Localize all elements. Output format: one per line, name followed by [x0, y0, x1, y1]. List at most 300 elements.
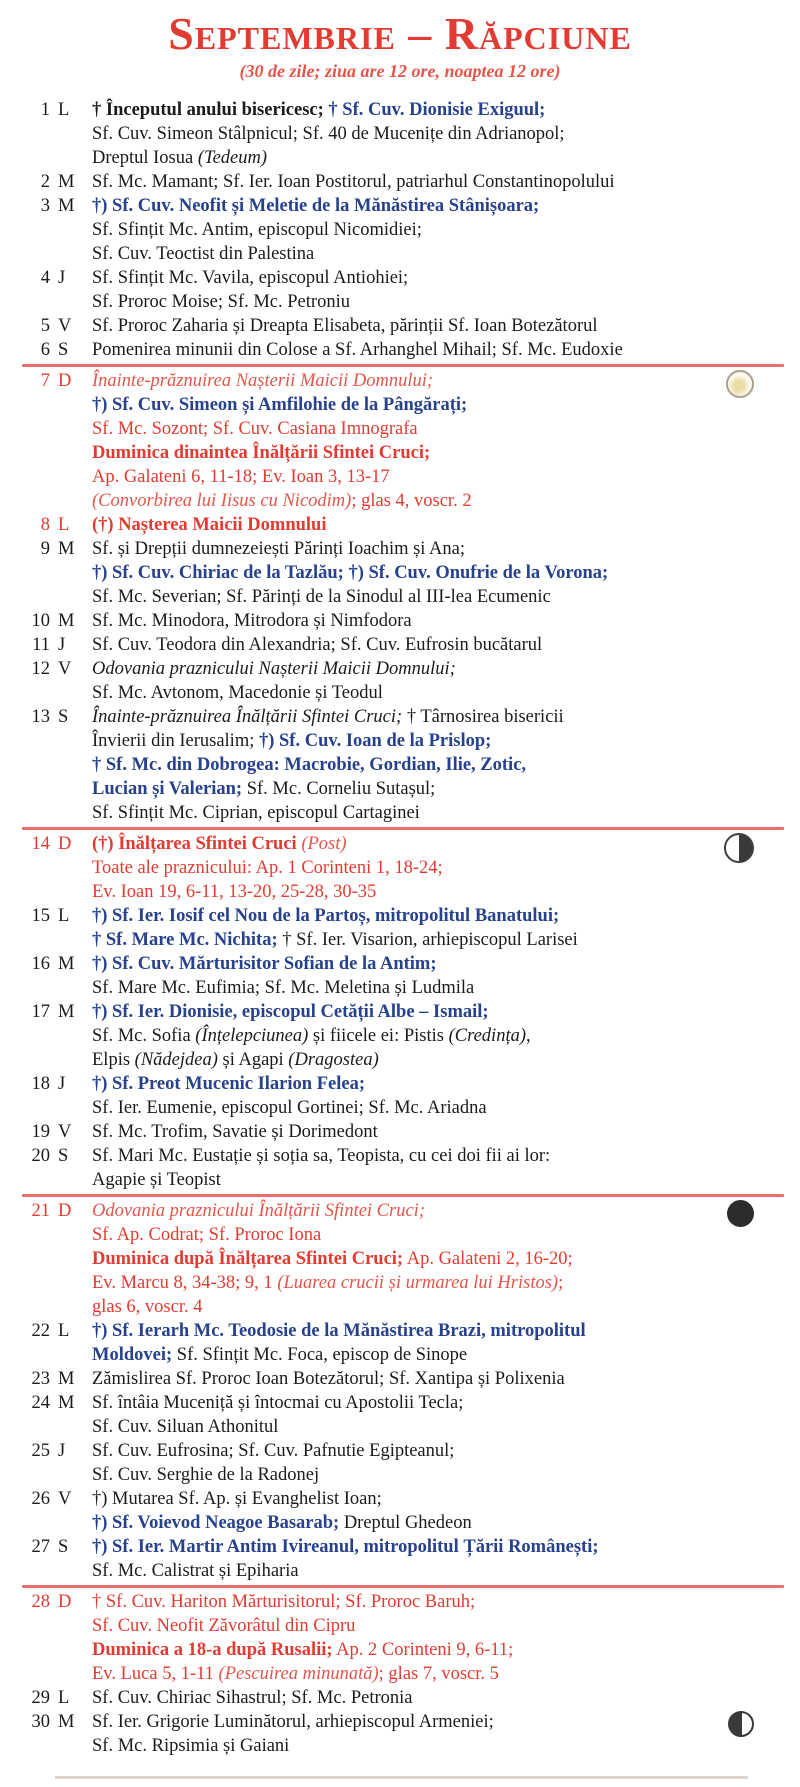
- day-row: [0, 609, 800, 633]
- calendar-line: [92, 393, 756, 417]
- calendar-line: [92, 609, 756, 633]
- calendar-line: [92, 1343, 756, 1367]
- day-number-label: [0, 1686, 92, 1710]
- calendar-text-segment: †) Sf. Cuv. Chiriac de la Tazlău; †) Sf. Cuv. Onufrie de la Vorona;: [92, 563, 609, 583]
- day-number: 15: [31, 906, 50, 926]
- calendar-text-segment: (Nădejdea): [134, 1050, 218, 1070]
- day-row: [0, 314, 800, 338]
- calendar-text-segment: ; glas 4, voscr. 2: [351, 491, 472, 511]
- calendar-text-segment: Lucian și Valerian;: [92, 779, 243, 799]
- calendar-text-segment: Sf. Cuv. Chiriac Sihastrul; Sf. Mc. Petronia: [92, 1688, 413, 1708]
- day-of-week-letter: M: [58, 1369, 75, 1389]
- calendar-line: [92, 1415, 756, 1439]
- day-row: [0, 1144, 800, 1192]
- calendar-text-segment: glas 6, voscr. 4: [92, 1297, 203, 1317]
- calendar-text-segment: Duminica dinaintea Înălțării Sfintei Cruci;: [92, 443, 431, 463]
- day-content: [92, 1391, 800, 1439]
- calendar-text-segment: †) Sf. Voievod Neagoe Basarab;: [92, 1513, 340, 1533]
- day-content: [92, 1590, 800, 1686]
- calendar-line: [92, 1391, 756, 1415]
- calendar-text-segment: (Convorbirea lui Iisus cu Nicodim): [92, 491, 352, 511]
- calendar-text-segment: Sf. Mari Mc. Eustație și soția sa, Teopista, cu cei doi fii ai lor:: [92, 1146, 551, 1166]
- day-content: [92, 1686, 800, 1710]
- sunday-separator-line: [22, 827, 784, 830]
- calendar-text-segment: Sf. Mc. Corneliu Sutașul;: [242, 779, 436, 799]
- day-of-week-letter: S: [58, 707, 69, 727]
- calendar-text-segment: Dreptul Ghedeon: [339, 1513, 472, 1533]
- day-content: [92, 537, 800, 609]
- day-number-label: [0, 1590, 92, 1614]
- day-number: 23: [31, 1369, 50, 1389]
- calendar-text-segment: (Credința): [448, 1026, 526, 1046]
- calendar-text-segment: Dreptul Iosua: [92, 148, 198, 168]
- sunday-separator-line: [22, 1194, 784, 1197]
- day-content: [92, 1535, 800, 1583]
- day-of-week-letter: M: [58, 1393, 75, 1413]
- calendar-text-segment: †) Sf. Ier. Dionisie, episcopul Cetății Albe – Ismail;: [92, 1002, 489, 1022]
- day-row: [0, 1535, 800, 1583]
- day-row: [0, 1439, 800, 1487]
- calendar-text-segment: Sf. Sfințit Mc. Vavila, episcopul Antiohiei;: [92, 268, 409, 288]
- day-number-label: [0, 513, 92, 537]
- calendar-text-segment: Ev. Ioan 19, 6-11, 13-20, 25-28, 30-35: [92, 882, 377, 902]
- calendar-line: [92, 1614, 756, 1638]
- calendar-line: [92, 832, 756, 856]
- day-row: [0, 705, 800, 825]
- calendar-text-segment: Ev. Marcu 8, 34-38; 9, 1: [92, 1273, 278, 1293]
- day-of-week-letter: S: [58, 1146, 69, 1166]
- calendar-line: [92, 1072, 756, 1096]
- day-row: [0, 98, 800, 170]
- calendar-text-segment: (Înțelepciunea): [195, 1026, 309, 1046]
- day-number-label: [0, 314, 92, 338]
- calendar-line: [92, 1144, 756, 1168]
- calendar-text-segment: Sf. Sfințit Mc. Foca, episcop de Sinope: [172, 1345, 468, 1365]
- day-number: 24: [31, 1393, 50, 1413]
- calendar-line: [92, 1590, 756, 1614]
- day-row: [0, 1319, 800, 1367]
- calendar-text-segment: Ap. Galateni 2, 16-20;: [403, 1249, 573, 1269]
- calendar-text-segment: †) Sf. Cuv. Neofit și Meletie de la Mănăstirea Stânișoara;: [92, 196, 540, 216]
- calendar-text-segment: Sf. Mare Mc. Eufimia; Sf. Mc. Meletina și Ludmila: [92, 978, 475, 998]
- calendar-text-segment: și fiicele ei: Pistis: [308, 1026, 449, 1046]
- calendar-line: [92, 441, 756, 465]
- day-row: [0, 338, 800, 362]
- calendar-text-segment: Sf. Mc. Trofim, Savatie și Dorimedont: [92, 1122, 378, 1142]
- calendar-text-segment: Sf. întâia Muceniță și întocmai cu Apostolii Tecla;: [92, 1393, 464, 1413]
- calendar-text-segment: Sf. Mc. Severian; Sf. Părinți de la Sinodul al III-lea Ecumenic: [92, 587, 551, 607]
- day-of-week-letter: M: [58, 1002, 75, 1022]
- day-number: 17: [31, 1002, 50, 1022]
- calendar-text-segment: ,: [526, 1026, 531, 1046]
- day-number-label: [0, 633, 92, 657]
- calendar-line: [92, 338, 756, 362]
- day-number-label: [0, 657, 92, 681]
- day-row: [0, 369, 800, 513]
- full-moon-icon: [726, 370, 754, 398]
- day-content: [92, 904, 800, 952]
- day-content: [92, 609, 800, 633]
- calendar-line: [92, 633, 756, 657]
- day-content: [92, 1367, 800, 1391]
- calendar-text-segment: Sf. Mc. Ripsimia și Gaiani: [92, 1736, 290, 1756]
- calendar-text-segment: †) Sf. Cuv. Mărturisitor Sofian de la Antim;: [92, 954, 437, 974]
- calendar-line: [92, 880, 756, 904]
- day-of-week-letter: L: [58, 1688, 70, 1708]
- day-number: 25: [31, 1441, 50, 1461]
- calendar-text-segment: †) Sf. Ierarh Mc. Teodosie de la Mănăstirea Brazi, mitropolitul: [92, 1321, 586, 1341]
- day-number: 10: [31, 611, 50, 631]
- day-row: [0, 1686, 800, 1710]
- day-row: [0, 1367, 800, 1391]
- calendar-line: [92, 1535, 756, 1559]
- last-quarter-moon-icon: [724, 833, 754, 863]
- calendar-text-segment: Moldovei;: [92, 1345, 173, 1365]
- calendar-text-segment: (Tedeum): [197, 148, 268, 168]
- day-number-label: [0, 338, 92, 362]
- day-content: [92, 1072, 800, 1120]
- calendar-line: [92, 417, 756, 441]
- day-of-week-letter: V: [58, 1489, 72, 1509]
- calendar-text-segment: Sf. Cuv. Teodora din Alexandria; Sf. Cuv. Eufrosin bucătarul: [92, 635, 543, 655]
- day-of-week-letter: D: [58, 1592, 72, 1612]
- calendar-text-segment: Ev. Luca 5, 1-11: [92, 1664, 219, 1684]
- day-content: [92, 369, 800, 513]
- day-content: [92, 1319, 800, 1367]
- day-number-label: [0, 705, 92, 729]
- calendar-line: [92, 561, 756, 585]
- day-content: [92, 338, 800, 362]
- day-number: 12: [31, 659, 50, 679]
- day-number: 27: [31, 1537, 50, 1557]
- calendar-line: [92, 753, 756, 777]
- calendar-text-segment: (†) Înălțarea Sfintei Cruci: [92, 834, 302, 854]
- calendar-line: [92, 1199, 756, 1223]
- day-row: [0, 633, 800, 657]
- calendar-line: [92, 729, 756, 753]
- calendar-text-segment: Înainte-prăznuirea Nașterii Maicii Domnului;: [92, 371, 434, 391]
- day-number: 30: [31, 1712, 50, 1732]
- day-of-week-letter: D: [58, 371, 72, 391]
- calendar-text-segment: Învierii din Ierusalim;: [92, 731, 259, 751]
- calendar-line: [92, 1168, 756, 1192]
- calendar-line: [92, 1120, 756, 1144]
- day-row: [0, 952, 800, 1000]
- calendar-line: [92, 170, 756, 194]
- day-content: [92, 633, 800, 657]
- calendar-line: [92, 1439, 756, 1463]
- calendar-line: [92, 657, 756, 681]
- calendar-line: [92, 1662, 756, 1686]
- calendar-page: [0, 10, 800, 1787]
- calendar-text-segment: Sf. Ier. Grigorie Luminătorul, arhiepiscopul Armeniei;: [92, 1712, 494, 1732]
- calendar-text-segment: Sf. Mc. Calistrat și Epiharia: [92, 1561, 299, 1581]
- calendar-text-segment: Elpis: [92, 1050, 135, 1070]
- day-row: [0, 1000, 800, 1072]
- calendar-text-segment: Sf. Sfințit Mc. Antim, episcopul Nicomidiei;: [92, 220, 422, 240]
- calendar-line: [92, 976, 756, 1000]
- calendar-line: [92, 1247, 756, 1271]
- day-content: [92, 952, 800, 1000]
- day-of-week-letter: J: [58, 1074, 66, 1094]
- day-content: [92, 98, 800, 170]
- calendar-line: [92, 1559, 756, 1583]
- calendar-line: [92, 194, 756, 218]
- calendar-text-segment: Sf. Mc. Minodora, Mitrodora și Nimfodora: [92, 611, 412, 631]
- day-content: [92, 266, 800, 314]
- day-of-week-letter: M: [58, 196, 75, 216]
- day-number: 6: [40, 340, 50, 360]
- calendar-line: [92, 537, 756, 561]
- calendar-text-segment: † Începutul anului bisericesc;: [92, 100, 324, 120]
- calendar-text-segment: Sf. Mc. Avtonom, Macedonie și Teodul: [92, 683, 383, 703]
- day-number-label: [0, 170, 92, 194]
- calendar-text-segment: Agapie și Teopist: [92, 1170, 221, 1190]
- day-number: 22: [31, 1321, 50, 1341]
- day-number: 11: [32, 635, 50, 655]
- day-content: [92, 1710, 800, 1758]
- day-number-label: [0, 609, 92, 633]
- calendar-line: [92, 513, 756, 537]
- calendar-line: [92, 122, 756, 146]
- day-number: 8: [40, 515, 50, 535]
- calendar-line: [92, 928, 756, 952]
- calendar-text-segment: Înainte-prăznuirea Înălțării Sfintei Cruci;: [92, 707, 403, 727]
- day-content: [92, 1000, 800, 1072]
- day-number-label: [0, 1144, 92, 1168]
- calendar-line: [92, 1367, 756, 1391]
- calendar-line: [92, 1319, 756, 1343]
- day-number: 4: [40, 268, 50, 288]
- calendar-text-segment: Sf. Mc. Sofia: [92, 1026, 196, 1046]
- calendar-line: [92, 1463, 756, 1487]
- day-of-week-letter: L: [58, 1321, 70, 1341]
- day-number-label: [0, 1319, 92, 1343]
- calendar-text-segment: Odovania praznicului Nașterii Maicii Domnului;: [92, 659, 456, 679]
- calendar-text-segment: † Sf. Cuv. Hariton Mărturisitorul; Sf. Proroc Baruh;: [92, 1592, 476, 1612]
- calendar-text-segment: Ap. 2 Corinteni 9, 6-11;: [332, 1640, 514, 1660]
- day-of-week-letter: J: [58, 635, 66, 655]
- calendar-text-segment: Sf. Cuv. Neofit Zăvorâtul din Cipru: [92, 1616, 356, 1636]
- day-row: [0, 266, 800, 314]
- calendar-text-segment: † Sf. Mc. din Dobrogea: Macrobie, Gordian, Ilie, Zotic,: [92, 755, 527, 775]
- day-of-week-letter: M: [58, 954, 75, 974]
- calendar-text-segment: †) Sf. Ier. Iosif cel Nou de la Partoș, mitropolitul Banatului;: [92, 906, 560, 926]
- day-of-week-letter: S: [58, 340, 69, 360]
- calendar-line: [92, 1096, 756, 1120]
- day-number: 13: [31, 707, 50, 727]
- calendar-line: [92, 952, 756, 976]
- calendar-line: [92, 1686, 756, 1710]
- day-number: 26: [31, 1489, 50, 1509]
- day-number: 28: [31, 1592, 50, 1612]
- day-content: [92, 705, 800, 825]
- calendar-text-segment: Sf. Sfințit Mc. Ciprian, episcopul Cartaginei: [92, 803, 420, 823]
- day-row: [0, 1391, 800, 1439]
- day-row: [0, 194, 800, 266]
- calendar-line: [92, 1710, 756, 1734]
- calendar-line: [92, 681, 756, 705]
- calendar-text-segment: ; glas 7, voscr. 5: [378, 1664, 499, 1684]
- calendar-text-segment: † Sf. Cuv. Dionisie Exiguul;: [323, 100, 546, 120]
- day-of-week-letter: V: [58, 659, 72, 679]
- calendar-text-segment: (Dragostea): [288, 1050, 379, 1070]
- day-number: 29: [31, 1688, 50, 1708]
- calendar-line: [92, 1223, 756, 1247]
- day-content: [92, 1144, 800, 1192]
- calendar-text-segment: † Sf. Mare Mc. Nichita;: [92, 930, 278, 950]
- day-number: 1: [40, 100, 50, 120]
- day-row: [0, 832, 800, 904]
- day-of-week-letter: J: [58, 1441, 66, 1461]
- day-number-label: [0, 952, 92, 976]
- calendar-line: [92, 369, 756, 393]
- day-number: 5: [40, 316, 50, 336]
- day-of-week-letter: D: [58, 1201, 72, 1221]
- calendar-text-segment: Sf. și Drepții dumnezeiești Părinți Ioachim și Ana;: [92, 539, 466, 559]
- day-number-label: [0, 1710, 92, 1734]
- calendar-line: [92, 904, 756, 928]
- day-number: 18: [31, 1074, 50, 1094]
- calendar-text-segment: † Târnosirea bisericii: [402, 707, 564, 727]
- day-of-week-letter: M: [58, 1712, 75, 1732]
- calendar-line: [92, 1295, 756, 1319]
- day-row: [0, 657, 800, 705]
- day-content: [92, 1120, 800, 1144]
- sunday-separator-line: [22, 364, 784, 367]
- bottom-rule-line: [55, 1776, 748, 1779]
- calendar-text-segment: Ap. Galateni 6, 11-18; Ev. Ioan 3, 13-17: [92, 467, 390, 487]
- new-moon-icon: [727, 1200, 754, 1227]
- calendar-text-segment: Sf. Mc. Mamant; Sf. Ier. Ioan Postitorul, patriarhul Constantinopolului: [92, 172, 615, 192]
- day-number-label: [0, 1000, 92, 1024]
- day-row: [0, 1590, 800, 1686]
- calendar-text-segment: †) Sf. Cuv. Ioan de la Prislop;: [258, 731, 492, 751]
- calendar-text-segment: Sf. Proroc Zaharia și Dreapta Elisabeta, părinții Sf. Ioan Botezătorul: [92, 316, 598, 336]
- calendar-line: [92, 1734, 756, 1758]
- day-row: [0, 1487, 800, 1535]
- day-content: [92, 513, 800, 537]
- day-of-week-letter: M: [58, 611, 75, 631]
- calendar-text-segment: ;: [558, 1273, 564, 1293]
- day-number-label: [0, 832, 92, 856]
- day-of-week-letter: J: [58, 268, 66, 288]
- day-of-week-letter: M: [58, 539, 75, 559]
- calendar-line: [92, 146, 756, 170]
- day-number: 19: [31, 1122, 50, 1142]
- page-subtitle: (30 de zile; ziua are 12 ore, noaptea 12 ore): [239, 61, 561, 81]
- calendar-line: [92, 1024, 756, 1048]
- calendar-text-segment: Duminica a 18-a după Rusalii;: [92, 1640, 333, 1660]
- day-list: [0, 98, 800, 1758]
- day-content: [92, 1199, 800, 1319]
- calendar-text-segment: †) Sf. Preot Mucenic Ilarion Felea;: [92, 1074, 365, 1094]
- day-of-week-letter: L: [58, 100, 70, 120]
- day-number: 14: [31, 834, 50, 854]
- calendar-text-segment: (†) Nașterea Maicii Domnului: [92, 515, 327, 535]
- calendar-line: [92, 1511, 756, 1535]
- day-of-week-letter: M: [58, 172, 75, 192]
- calendar-text-segment: (Post): [301, 834, 347, 854]
- day-content: [92, 1439, 800, 1487]
- day-content: [92, 314, 800, 338]
- page-title: Septembrie – Răpciune: [168, 8, 632, 59]
- day-number-label: [0, 369, 92, 393]
- calendar-text-segment: Pomenirea minunii din Colose a Sf. Arhanghel Mihail; Sf. Mc. Eudoxie: [92, 340, 623, 360]
- sunday-separator-line: [22, 1585, 784, 1588]
- day-number: 7: [40, 371, 50, 391]
- day-row: [0, 904, 800, 952]
- calendar-text-segment: Sf. Cuv. Eufrosina; Sf. Cuv. Pafnutie Egipteanul;: [92, 1441, 455, 1461]
- day-of-week-letter: V: [58, 316, 72, 336]
- calendar-text-segment: Sf. Cuv. Simeon Stâlpnicul; Sf. 40 de Mucenițe din Adrianopol;: [92, 124, 565, 144]
- calendar-line: [92, 1048, 756, 1072]
- day-number-label: [0, 1535, 92, 1559]
- day-of-week-letter: D: [58, 834, 72, 854]
- day-row: [0, 1120, 800, 1144]
- calendar-line: [92, 1000, 756, 1024]
- day-of-week-letter: L: [58, 906, 70, 926]
- calendar-text-segment: Sf. Cuv. Teoctist din Palestina: [92, 244, 315, 264]
- calendar-text-segment: Sf. Proroc Moise; Sf. Mc. Petroniu: [92, 292, 350, 312]
- calendar-text-segment: †) Sf. Cuv. Simeon și Amfilohie de la Pângărați;: [92, 395, 468, 415]
- day-number-label: [0, 1439, 92, 1463]
- day-content: [92, 194, 800, 266]
- calendar-line: [92, 290, 756, 314]
- day-number: 9: [40, 539, 50, 559]
- day-number-label: [0, 537, 92, 561]
- first-quarter-moon-icon: [728, 1711, 754, 1737]
- calendar-line: [92, 218, 756, 242]
- day-content: [92, 657, 800, 705]
- calendar-line: [92, 777, 756, 801]
- calendar-text-segment: Odovania praznicului Înălțării Sfintei Cruci;: [92, 1201, 425, 1221]
- calendar-line: [92, 705, 756, 729]
- day-number: 16: [31, 954, 50, 974]
- day-number: 2: [40, 172, 50, 192]
- day-number-label: [0, 1199, 92, 1223]
- day-of-week-letter: V: [58, 1122, 72, 1142]
- calendar-line: [92, 1638, 756, 1662]
- day-row: [0, 1199, 800, 1319]
- calendar-text-segment: (Pescuirea minunată): [218, 1664, 379, 1684]
- calendar-text-segment: Sf. Mc. Sozont; Sf. Cuv. Casiana Imnografa: [92, 419, 418, 439]
- calendar-text-segment: și Agapi: [217, 1050, 289, 1070]
- day-of-week-letter: S: [58, 1537, 69, 1557]
- calendar-line: [92, 801, 756, 825]
- day-number: 21: [31, 1201, 50, 1221]
- day-content: [92, 170, 800, 194]
- calendar-text-segment: Duminica după Înălțarea Sfintei Cruci;: [92, 1249, 404, 1269]
- calendar-line: [92, 585, 756, 609]
- calendar-line: [92, 266, 756, 290]
- calendar-line: [92, 1271, 756, 1295]
- calendar-line: [92, 314, 756, 338]
- day-of-week-letter: L: [58, 515, 70, 535]
- day-content: [92, 1487, 800, 1535]
- calendar-line: [92, 98, 756, 122]
- day-number-label: [0, 266, 92, 290]
- calendar-line: [92, 242, 756, 266]
- day-number-label: [0, 98, 92, 122]
- calendar-text-segment: Sf. Cuv. Siluan Athonitul: [92, 1417, 279, 1437]
- calendar-text-segment: Toate ale praznicului: Ap. 1 Corinteni 1, 18-24;: [92, 858, 443, 878]
- calendar-text-segment: † Sf. Ier. Visarion, arhiepiscopul Larisei: [277, 930, 578, 950]
- calendar-text-segment: †) Sf. Ier. Martir Antim Ivireanul, mitropolitul Țării Românești;: [92, 1537, 599, 1557]
- day-content: [92, 832, 800, 904]
- day-number-label: [0, 1391, 92, 1415]
- calendar-line: [92, 1487, 756, 1511]
